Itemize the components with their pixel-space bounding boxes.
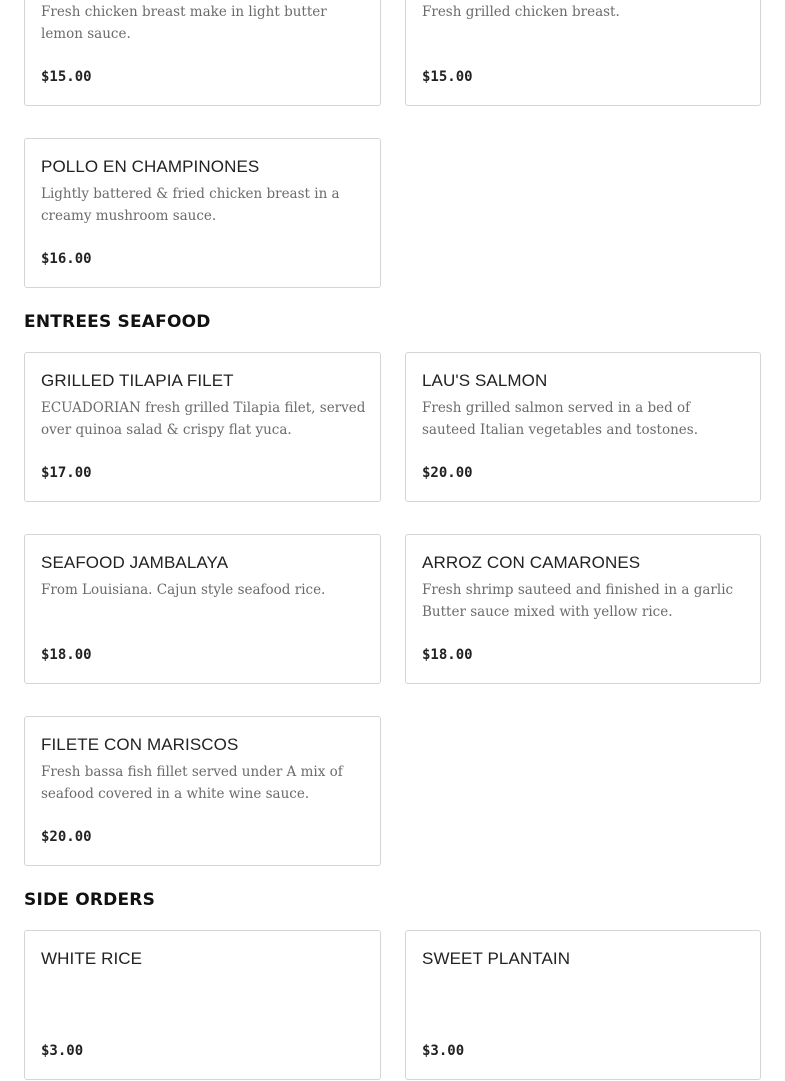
menu-item-description: Fresh grilled chicken breast. xyxy=(422,4,620,20)
menu-item-card[interactable] xyxy=(24,138,381,288)
menu-item-description: Fresh chicken breast make in light butter lemon sauce. xyxy=(41,4,327,42)
menu-item-name: ARROZ CON CAMARONES xyxy=(422,553,641,572)
menu-item-name: SWEET PLANTAIN xyxy=(422,949,571,968)
section-title-sides: SIDE ORDERS xyxy=(24,890,156,910)
menu-item-description: ECUADORIAN fresh grilled Tilapia filet, served over quinoa salad & crispy flat yuca. xyxy=(41,400,366,438)
menu-item-name: LAU'S SALMON xyxy=(422,371,548,390)
menu-item-name: WHITE RICE xyxy=(41,949,143,968)
menu-item-card[interactable] xyxy=(405,352,761,502)
menu-item-price: $3.00 xyxy=(41,1043,84,1059)
menu-item-price: $17.00 xyxy=(41,465,92,481)
menu-item-name: SEAFOOD JAMBALAYA xyxy=(41,553,229,572)
menu-item-card[interactable] xyxy=(405,930,761,1080)
menu-item-name: GRILLED TILAPIA FILET xyxy=(41,371,234,390)
menu-item-price: $15.00 xyxy=(41,69,92,85)
menu-item-description: Fresh shrimp sauteed and finished in a garlic Butter sauce mixed with yellow rice. xyxy=(422,582,734,620)
menu-item-price: $18.00 xyxy=(422,647,473,663)
menu-item-card[interactable] xyxy=(405,534,761,684)
menu-item-price: $16.00 xyxy=(41,251,92,267)
menu-item-price: $15.00 xyxy=(422,69,473,85)
menu-item-card[interactable] xyxy=(405,0,761,106)
menu-item-description: From Louisiana. Cajun style seafood rice. xyxy=(41,582,326,598)
menu-item-description: Fresh bassa fish fillet served under A mix of seafood covered in a white wine sauce. xyxy=(41,764,343,802)
menu-item-card[interactable] xyxy=(24,352,381,502)
menu-item-name: FILETE CON MARISCOS xyxy=(41,735,239,754)
menu-item-card[interactable] xyxy=(24,716,381,866)
menu-item-description: Fresh grilled salmon served in a bed of sauteed Italian vegetables and tostones. xyxy=(422,400,698,438)
menu-item-price: $18.00 xyxy=(41,647,92,663)
menu-item-description: Lightly battered & fried chicken breast in a creamy mushroom sauce. xyxy=(41,186,340,224)
menu-item-card[interactable] xyxy=(24,534,381,684)
menu-item-price: $3.00 xyxy=(422,1043,465,1059)
menu-item-card[interactable] xyxy=(24,930,381,1080)
menu-item-name: POLLO EN CHAMPINONES xyxy=(41,157,260,176)
menu-item-card[interactable] xyxy=(24,0,381,106)
menu-item-price: $20.00 xyxy=(41,829,92,845)
section-title-seafood: ENTREES SEAFOOD xyxy=(24,312,211,332)
menu-item-price: $20.00 xyxy=(422,465,473,481)
